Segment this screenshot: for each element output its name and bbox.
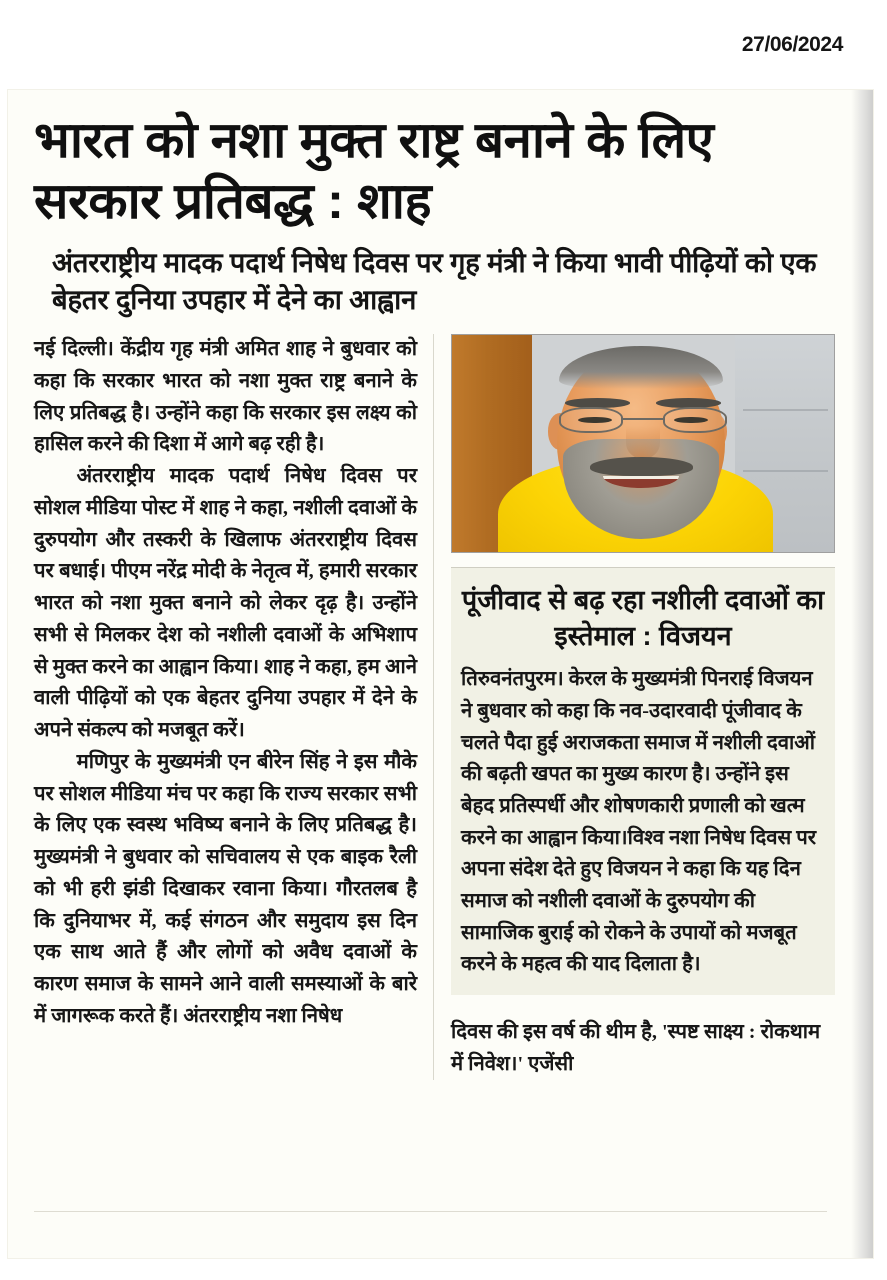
clipping-date: 27/06/2024 — [741, 33, 843, 56]
page-title: भारत को नशा मुक्त राष्ट्र बनाने के लिए सरकार प्रतिबद्ध : शाह — [34, 112, 714, 229]
subject-eye-left — [578, 417, 612, 424]
article-columns — [34, 334, 835, 1080]
article-paragraph: अंतरराष्ट्रीय मादक पदार्थ निषेध दिवस पर सोशल मीडिया पोस्ट में शाह ने कहा, नशीली दवाओं के दुरुपयोग और तस्करी के खिलाफ अंतरराष्ट्रीय दिवस पर बधाई। पीएम नरेंद्र मोदी के नेतृत्व में, हमारी सरकार भारत को नशा मुक्त बनाने को लेकर दृढ़ है। उन्होंने सभी से मिलकर देश को नशीली दवाओं के अभिशाप से मुक्त करने का आह्वान किया। शाह ने कहा, हम आने वाली पीढ़ियों को एक बेहतर दुनिया उपहार में देने के अपने संकल्प को मजबूत करें। — [34, 465, 417, 742]
sidebar-story-body: तिरुवनंतपुरम। केरल के मुख्यमंत्री पिनराई विजयन ने बुधवार को कहा कि नव-उदारवादी पूंजीवाद के चलते पैदा हुई अराजकता समाज में नशीली दवाओं की बढ़ती खपत का मुख्य कारण है। उन्होंने इस बेहद प्रतिस्पर्धी और शोषणकारी प्रणाली को खत्म करने का आह्वान किया।विश्व नशा निषेध दिवस पर अपना संदेश देते हुए विजयन ने कहा कि यह दिन समाज को नशीली दवाओं के दुरुपयोग की सामाजिक बुराई को रोकने के उपायों को मजबूत करने के महत्व की याद दिलाता है। — [461, 668, 817, 976]
left-column — [34, 334, 434, 1080]
newspaper-clipping — [8, 90, 873, 1258]
paper-surface — [8, 90, 873, 1258]
bottom-divider — [34, 1211, 827, 1212]
amit-shah-photo — [451, 334, 835, 553]
lens-bridge — [623, 418, 663, 420]
date-strip — [0, 0, 887, 90]
article-subheadline: अंतरराष्ट्रीय मादक पदार्थ निषेध दिवस पर गृह मंत्री ने किया भावी पीढ़ियों को एक बेहतर दुनिया उपहार में देने का आह्वान — [52, 247, 817, 315]
subject-hair — [559, 346, 723, 389]
right-column — [434, 334, 835, 1080]
subject-moustache — [590, 457, 693, 477]
photo-subject — [452, 335, 834, 552]
article-paragraph: नई दिल्ली। केंद्रीय गृह मंत्री अमित शाह ने बुधवार को कहा कि सरकार भारत को नशा मुक्त राष्ट्र बनाने के लिए प्रतिबद्ध है। उन्होंने कहा कि सरकार इस लक्ष्य को हासिल करने की दिशा में आगे बढ़ रही है। — [34, 338, 417, 456]
theme-footer-note: दिवस की इस वर्ष की थीम है, 'स्पष्ट साक्ष्य : रोकथाम में निवेश।' एजेंसी — [451, 1021, 821, 1075]
subject-eye-right — [674, 417, 708, 424]
article-paragraph: मणिपुर के मुख्यमंत्री एन बीरेन सिंह ने इस मौके पर सोशल मीडिया मंच पर कहा कि राज्य सरकार सभी के लिए एक स्वस्थ भविष्य बनाने के लिए प्रतिबद्ध है। मुख्यमंत्री ने बुधवार को सचिवालय से एक बाइक रैली को भी हरी झंडी दिखाकर रवाना किया। गौरतलब है कि दुनियाभर में, कई संगठन और समुदाय इस दिन एक साथ आते हैं और लोगों को अवैध दवाओं के कारण समाज के सामने आने वाली समस्याओं के बारे में जागरूक करते हैं। अंतरराष्ट्रीय नशा निषेध — [34, 750, 417, 1027]
sidebar-story — [451, 567, 835, 995]
sidebar-story-headline: पूंजीवाद से बढ़ रहा नशीली दवाओं का इस्तेमाल : विजयन — [461, 585, 825, 652]
